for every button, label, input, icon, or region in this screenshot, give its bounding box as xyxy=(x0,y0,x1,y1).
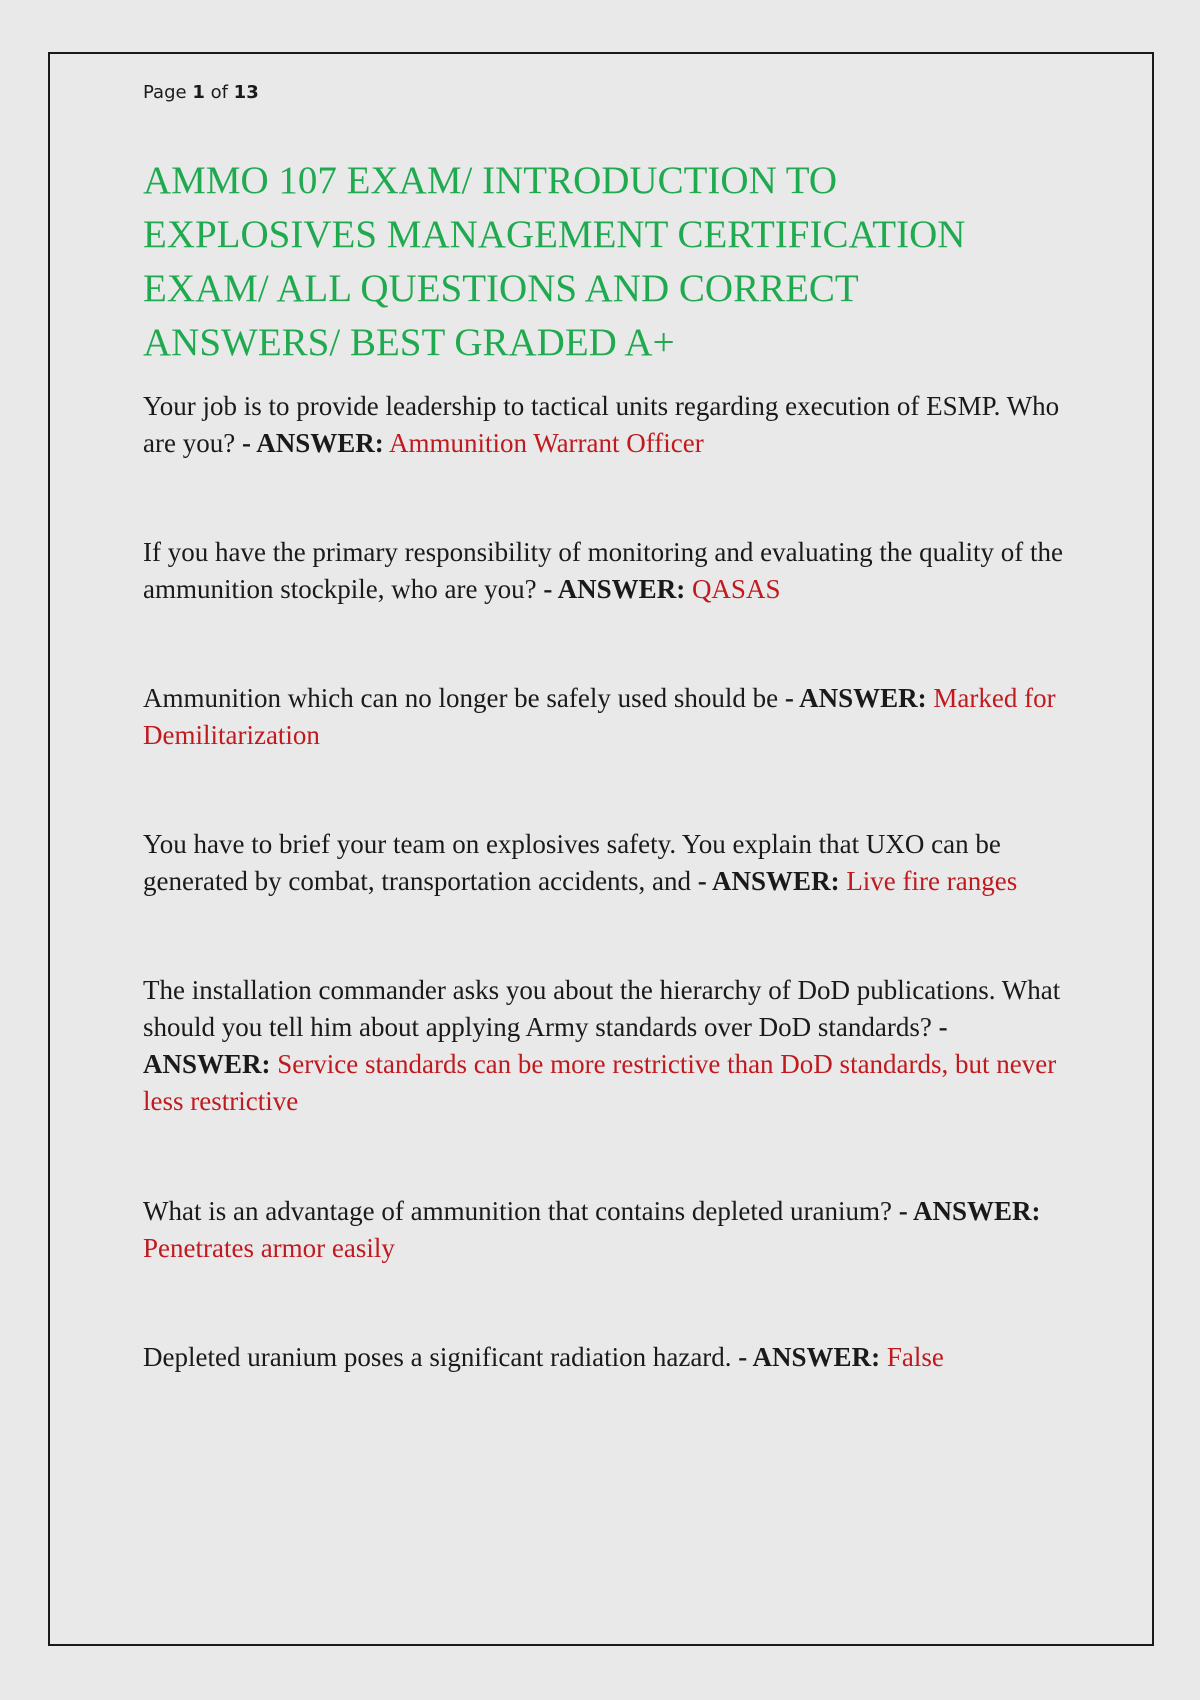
answer-text: Service standards can be more restrictive than DoD standards, but never less restrictive xyxy=(143,1049,1057,1116)
answer-text: False xyxy=(886,1342,944,1372)
question-text: Ammunition which can no longer be safely used should be xyxy=(143,683,779,713)
page-number-total: 13 xyxy=(233,82,259,103)
qa-item xyxy=(143,388,1073,462)
page-number-middle: of xyxy=(210,82,228,103)
question-text: You have to brief your team on explosives safety. You explain that UXO can be generated by combat, transportation accidents, and xyxy=(143,829,1001,896)
qa-item xyxy=(143,972,1073,1120)
answer-label: - ANSWER: xyxy=(241,428,384,458)
answer-label: - ANSWER: xyxy=(738,1342,881,1372)
qa-item xyxy=(143,1339,1073,1376)
qa-item xyxy=(143,680,1073,754)
answer-label: - ANSWER: xyxy=(697,866,840,896)
qa-item xyxy=(143,534,1073,608)
answer-label: - ANSWER: xyxy=(784,683,927,713)
question-text: Depleted uranium poses a significant radiation hazard. xyxy=(143,1342,732,1372)
document-title: AMMO 107 EXAM/ INTRODUCTION TO EXPLOSIVES MANAGEMENT CERTIFICATION EXAM/ ALL QUESTIONS AND CORRECT ANSWERS/ BEST GRADED A+ xyxy=(143,159,966,364)
answer-text: Penetrates armor easily xyxy=(143,1233,395,1263)
answer-text: Marked for Demilitarization xyxy=(143,683,1056,750)
question-text: The installation commander asks you about the hierarchy of DoD publications. What should you tell him about applying Army standards over DoD standards? xyxy=(143,975,1061,1042)
document-page xyxy=(48,52,1154,1646)
question-text: If you have the primary responsibility of monitoring and evaluating the quality of the ammunition stockpile, who are you? xyxy=(143,537,1064,604)
answer-label: - ANSWER: xyxy=(143,1012,948,1079)
answer-text: Ammunition Warrant Officer xyxy=(388,428,704,458)
page-number-current: 1 xyxy=(192,82,205,103)
question-text: Your job is to provide leadership to tactical units regarding execution of ESMP. Who are you? xyxy=(143,391,1060,458)
question-text: What is an advantage of ammunition that contains depleted uranium? xyxy=(143,1196,893,1226)
qa-item xyxy=(143,1193,1073,1267)
answer-text: QASAS xyxy=(691,574,781,604)
qa-item xyxy=(143,826,1073,900)
answer-label: - ANSWER: xyxy=(543,574,686,604)
page-number xyxy=(143,82,259,103)
answer-label: - ANSWER: xyxy=(898,1196,1041,1226)
answer-text: Live fire ranges xyxy=(846,866,1018,896)
page-number-prefix: Page xyxy=(143,82,187,103)
